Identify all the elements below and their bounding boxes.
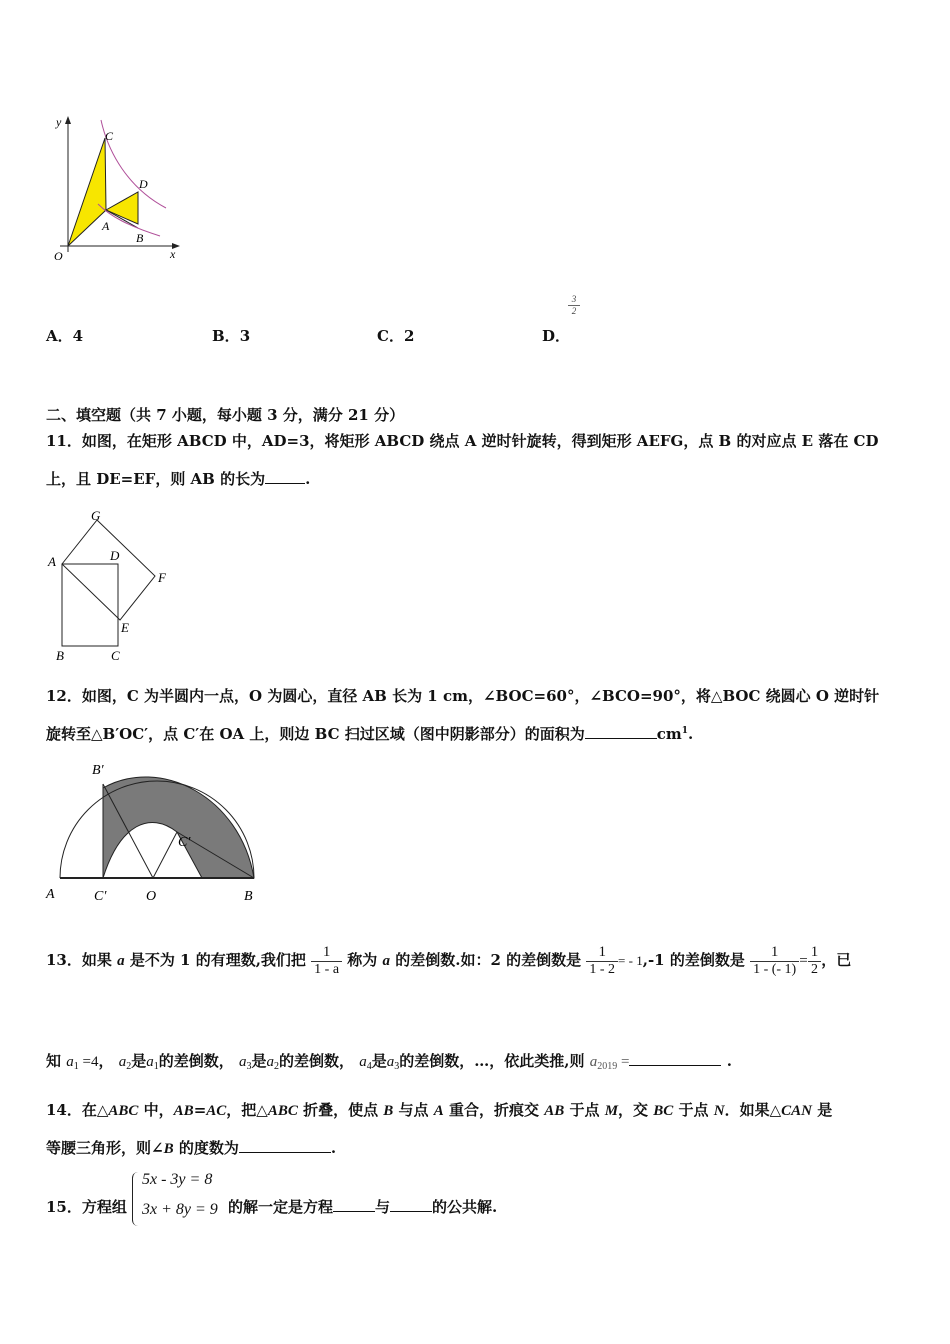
answer-blank[interactable] [585,737,657,739]
q12-line1: 12．如图，C 为半圆内一点，O 为圆心，直径 AB 长为 1 cm，∠BOC=60°，∠BCO=90°，将△BOC 绕圆心 O 逆时针 [46,687,880,705]
q14-segment: A [433,1103,444,1119]
q14-segment: 折叠，使点 [297,1101,384,1119]
choice-b: B．3 [212,327,251,345]
a2019-term: $a_{2019}$ = [589,1054,630,1072]
q14-segment: 14．在△ [46,1101,109,1119]
choice-d: D． [542,327,571,345]
q14-segment: AC [206,1103,227,1119]
q14-segment: ，把△ [226,1101,268,1119]
q15-eq1: 5x - 3y = 8 [142,1171,213,1188]
q14-line1-text [46,1101,832,1119]
label-o: O [146,889,157,904]
section-heading: 二、填空题（共 7 小题，每小题 3 分，满分 21 分） [46,406,405,424]
q14-segment: B [383,1103,394,1119]
a3-term: $a_3$ [238,1054,252,1072]
q14-line2: 等腰三角形，则∠B 的度数为 . [46,1139,337,1157]
label-a: A [46,887,55,902]
segment-o-c [153,832,177,878]
q14-segment: M [604,1103,619,1119]
fraction-1-over-1-minus-neg1: $\frac{1}{1 - (- 1)}$ [750,944,799,978]
label-b: B [244,889,253,904]
choice-d-fraction: 3 2 [568,294,580,317]
q14-segment: AB [173,1103,194,1119]
a1-term: $a_1 =4$ [66,1054,99,1072]
fraction-1-over-2: $\frac{1}{2}$ [808,944,822,978]
q14-segment: ，交 [618,1101,654,1119]
q14-segment: 于点 [673,1101,714,1119]
q14-segment: ABC [267,1103,298,1119]
answer-blank[interactable] [629,1064,721,1066]
q14-segment: 与点 [393,1101,434,1119]
q14-segment: 重合，折痕交 [443,1101,545,1119]
shaded-triangle-oca [68,138,106,246]
q11-figure [44,504,184,666]
q13-line2: 知 $a_1 =4$， $a_2$是$a_1$的差倒数， $a_3$是$a_2$的差倒数， $a_4$是$a_3$的差倒数，…，依此类推,则 $a_{2019}$ = . [46,1052,732,1072]
q14-segment: AB [544,1103,565,1119]
q13-line1: 13．如果 a 是不为 1 的有理数,我们把 $\frac{1}{1 - a}$ 称为 a 的差倒数.如：2 的差倒数是 $\frac{1}{1 - 2}$ = - 1,-1 的差倒数是 $\frac{1}{1 - (- 1)}$ = $\frac{1}{2}$ ，已 [46,944,852,977]
q10-figure [48,112,188,272]
label-c: C′ [178,835,191,850]
label-b: B [136,231,144,245]
a1-ref: $a_1$ [146,1054,159,1072]
a2-term: $a_2$ [118,1054,132,1072]
q14-segment: = [193,1101,207,1119]
a3-ref: $a_3$ [386,1054,400,1072]
q14-segment: ABC [108,1103,139,1119]
q14-segment: ．如果△ [724,1101,782,1119]
q14-segment: 中， [138,1101,174,1119]
q14-segment: CAN [781,1103,812,1119]
q15-brace [132,1172,139,1226]
label-c: C [105,129,114,143]
q15-line: 15．方程组 [46,1198,127,1216]
answer-blank-1[interactable] [333,1210,375,1212]
rectangle-aefg [62,520,155,620]
label-e: E [121,620,129,635]
label-x: x [170,247,176,261]
label-a: A [102,219,110,233]
label-o: O [54,249,63,263]
q14-segment: N [713,1103,725,1119]
q12-figure [40,756,270,906]
answer-blank-2[interactable] [390,1210,432,1212]
choice-a: A．4 [46,327,84,345]
fraction-1-over-1-minus-2: $\frac{1}{1 - 2}$ [586,944,618,978]
label-b: B [56,648,64,663]
q11-line2: 上，且 DE=EF，则 AB 的长为 . [46,470,311,488]
a2-ref: $a_2$ [266,1054,279,1072]
q11-line1: 11．如图，在矩形 ABCD 中，AD=3，将矩形 ABCD 绕点 A 逆时针旋转，得到矩形 AEFG，点 B 的对应点 E 落在 CD [46,432,879,450]
rectangle-abcd [62,564,118,646]
label-b-prime: B′ [92,763,104,778]
q14-segment: BC [653,1103,674,1119]
label-a: A [48,554,56,569]
label-c-prime: C′ [94,889,107,904]
q14-line1 [46,1099,832,1120]
label-y: y [56,115,62,129]
label-d: D [110,548,120,563]
q14-segment: 是 [811,1101,833,1119]
q15-line-rest: 的解一定是方程 与 的公共解. [228,1198,498,1216]
a4-term: $a_4$ [359,1054,372,1072]
q14-segment: 于点 [564,1101,605,1119]
fraction-1-over-1-minus-a: $\frac{1}{1 - a}$ [311,944,342,978]
answer-blank[interactable] [265,482,305,484]
label-f: F [158,570,166,585]
label-c: C [111,648,120,663]
y-axis-arrow [65,116,71,124]
label-d: D [139,177,148,191]
choice-c: C．2 [377,327,415,345]
label-g: G [91,508,101,523]
q12-line2: 旋转至△B′OC′，点 C′在 OA 上，则边 BC 扫过区域（图中阴影部分）的面积为 $cm^1$. [46,725,694,743]
q15-eq2: 3x + 8y = 9 [142,1201,218,1218]
answer-blank[interactable] [239,1151,331,1153]
